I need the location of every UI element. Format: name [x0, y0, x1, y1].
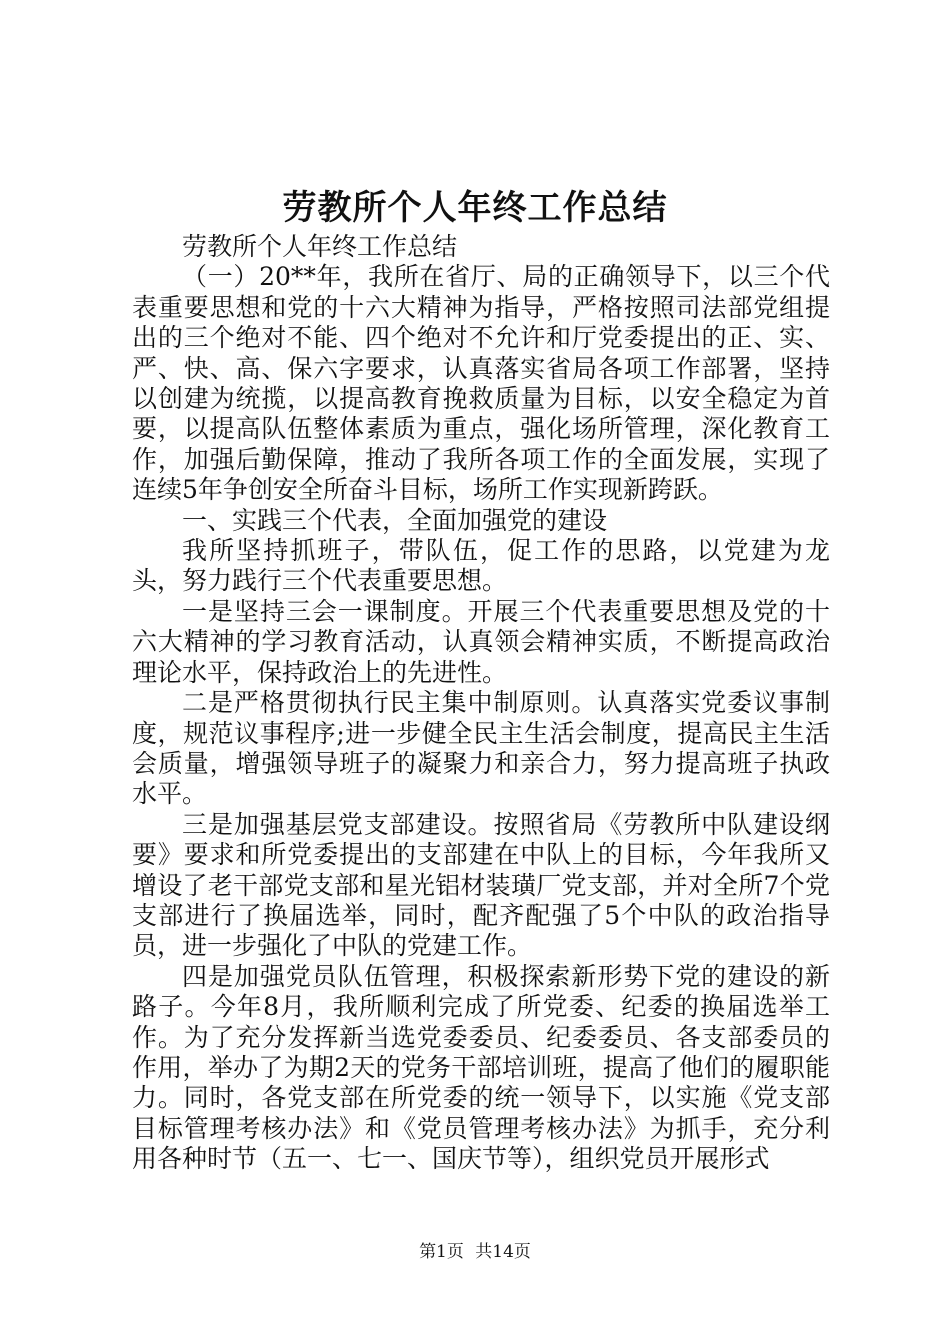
paragraph: 我所坚持抓班子，带队伍，促工作的思路，以党建为龙头，努力践行三个代表重要思想。 — [132, 536, 830, 596]
page-number: 第1页 — [419, 1242, 464, 1262]
paragraph-intro: （一）20**年，我所在省厅、局的正确领导下，以三个代表重要思想和党的十六大精神为指导，严格按照司法部党组提出的三个绝对不能、四个绝对不允许和厅党委提出的正、实、严、快、高、保六字要求，认真落实省局各项工作部署，坚持以创建为统揽，以提高教育挽救质量为目标，以安全稳定为首要，以提高队伍整体素质为重点，强化场所管理，深化教育工作，加强后勤保障，推动了我所各项工作的全面发展，实现了连续5年争创安全所奋斗目标，场所工作实现新跨跃。 — [132, 262, 830, 505]
paragraph: 四是加强党员队伍管理，积极探索新形势下党的建设的新路子。今年8月，我所顺利完成了所党委、纪委的换届选举工作。为了充分发挥新当选党委委员、纪委委员、各支部委员的作用，举办了为期2天的党务干部培训班，提高了他们的履职能力。同时，各党支部在所党委的统一领导下，以实施《党支部目标管理考核办法》和《党员管理考核办法》为抓手，充分利用各种时节（五一、七一、国庆节等），组织党员开展形式 — [132, 961, 830, 1174]
document-body — [132, 232, 830, 1175]
section-heading: 一、实践三个代表，全面加强党的建设 — [182, 505, 608, 535]
document-title: 劳教所个人年终工作总结 — [282, 188, 668, 228]
page-footer — [0, 1240, 950, 1264]
paragraph: 二是严格贯彻执行民主集中制原则。认真落实党委议事制度，规范议事程序;进一步健全民主生活会制度，提高民主生活会质量，增强领导班子的凝聚力和亲合力，努力提高班子执政水平。 — [132, 688, 830, 809]
paragraph-subtitle: 劳教所个人年终工作总结 — [182, 232, 458, 261]
page-total: 共14页 — [475, 1242, 531, 1262]
paragraph: 一是坚持三会一课制度。开展三个代表重要思想及党的十六大精神的学习教育活动，认真领会精神实质，不断提高政治理论水平，保持政治上的先进性。 — [132, 596, 830, 687]
paragraph: 三是加强基层党支部建设。按照省局《劳教所中队建设纲要》要求和所党委提出的支部建在中队上的目标，今年我所又增设了老干部党支部和星光铝材装璜厂党支部，并对全所7个党支部进行了换届选举，同时，配齐配强了5个中队的政治指导员，进一步强化了中队的党建工作。 — [132, 809, 830, 961]
